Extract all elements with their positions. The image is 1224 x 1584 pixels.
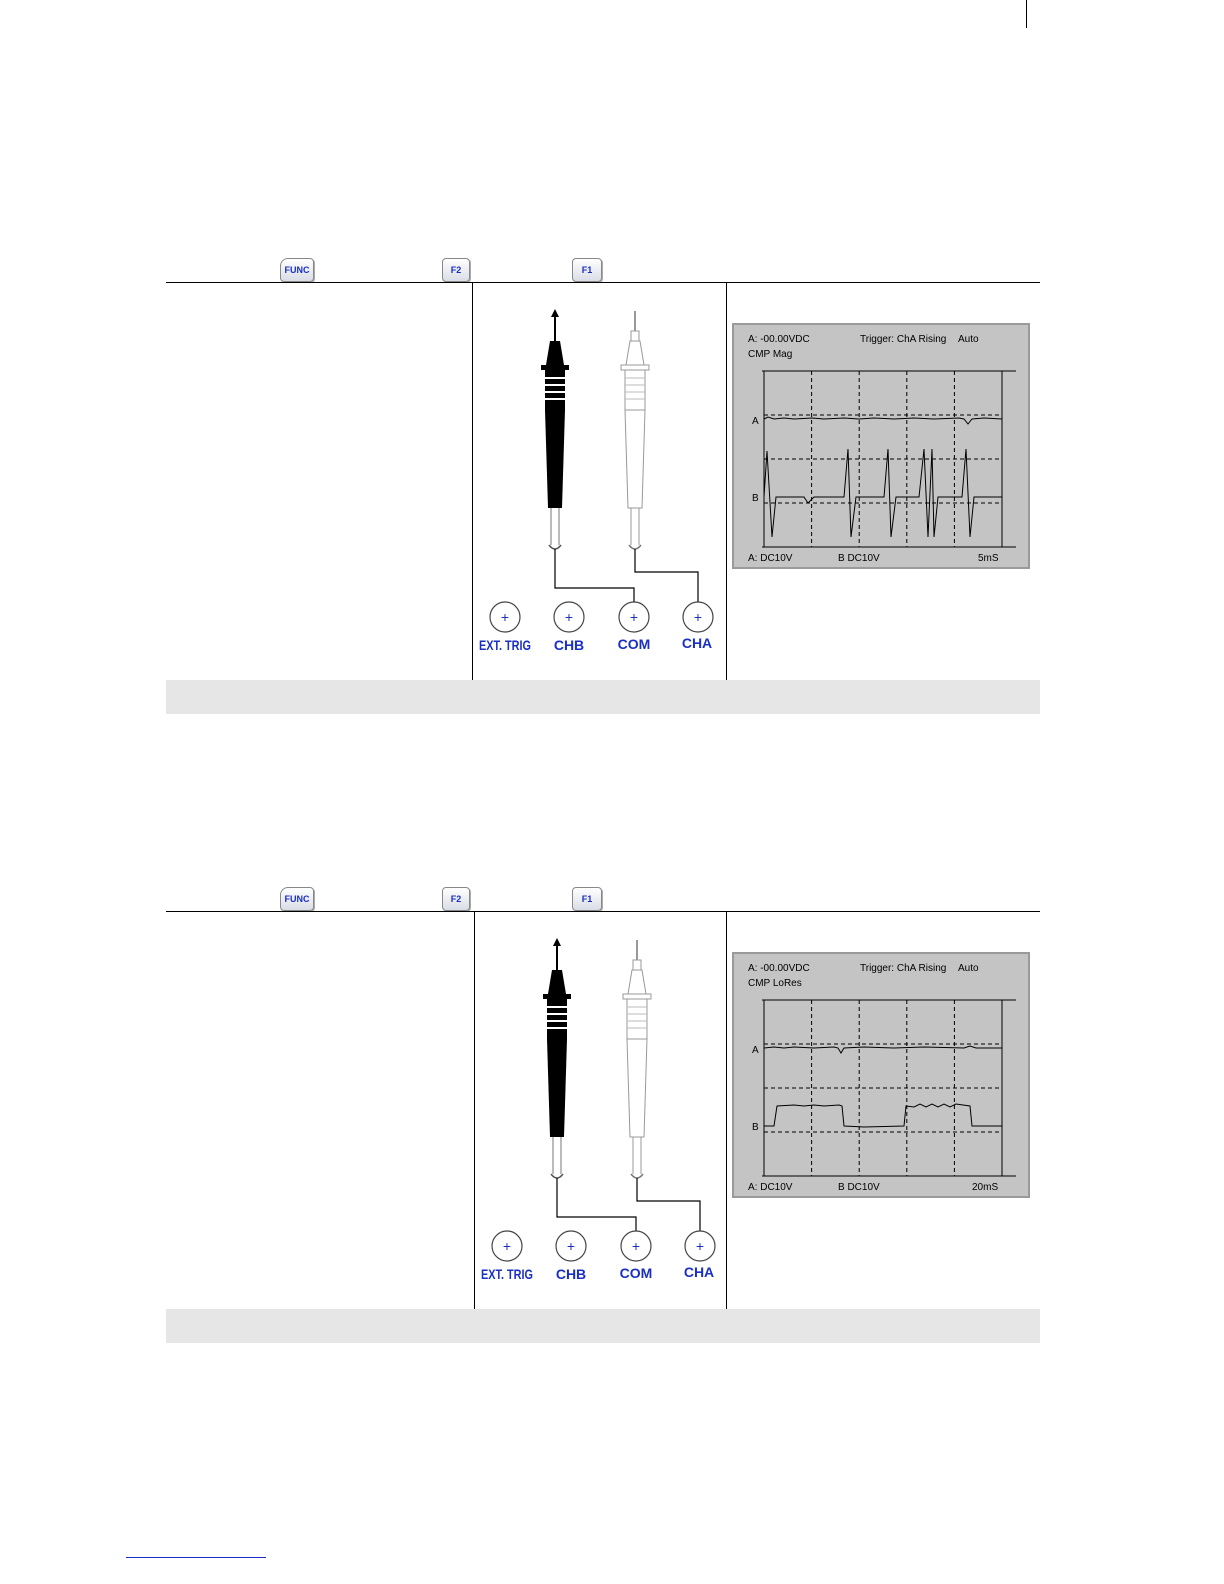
ext-trig-terminal: [490, 602, 520, 632]
svg-text:+: +: [500, 609, 510, 625]
probe-connection-diagram: [475, 912, 725, 1309]
svg-text:+: +: [566, 1238, 576, 1254]
chb-label: CHB: [553, 637, 585, 653]
func-key-icon: FUNC: [280, 887, 314, 911]
procedure-section-1: [166, 258, 1040, 718]
cha-terminal: [683, 602, 713, 632]
table-footer-bar: [166, 680, 1040, 714]
scope-trigger: Trigger: ChA Rising: [860, 334, 947, 345]
f1-key-icon: F1: [572, 258, 602, 282]
key-sequence: [166, 887, 1040, 913]
white-test-probe: [623, 940, 651, 1178]
timebase: 20mS: [972, 1182, 999, 1193]
channel-a-trace: [764, 1046, 1002, 1053]
svg-text:+: +: [502, 1238, 512, 1254]
ext-trig-label: EXT. TRIG: [481, 1266, 534, 1282]
com-label: COM: [619, 1265, 653, 1281]
scope-function: CMP LoRes: [748, 978, 802, 989]
func-key-icon: FUNC: [280, 258, 314, 282]
top-rule: [1026, 0, 1027, 28]
column-divider: [726, 283, 727, 680]
column-divider: [726, 912, 727, 1309]
chb-range: B DC10V: [838, 1182, 880, 1193]
scope-grid: [762, 1000, 1016, 1176]
scope-grid: [762, 371, 1016, 547]
channel-b-trace: [764, 449, 1002, 537]
channel-a-trace: [764, 417, 1002, 424]
f2-key-icon: F2: [442, 887, 470, 911]
timebase: 5mS: [978, 553, 999, 564]
scope-mode: Auto: [958, 963, 979, 974]
cha-label: CHA: [683, 1264, 715, 1280]
com-terminal: [621, 1231, 651, 1261]
cha-range: A: DC10V: [748, 1182, 793, 1193]
com-terminal: [619, 602, 649, 632]
cha-range: A: DC10V: [748, 553, 793, 564]
scope-reading: A: -00.00VDC: [748, 334, 810, 345]
svg-text:+: +: [693, 609, 703, 625]
white-test-probe: [621, 311, 649, 549]
waveform-display: [734, 954, 1028, 1196]
trace-b-marker: B: [752, 1122, 759, 1133]
scope-screenshot: [732, 323, 1030, 569]
chb-label: CHB: [555, 1266, 587, 1282]
procedure-section-2: [166, 887, 1040, 1347]
f2-key-icon: F2: [442, 258, 470, 282]
ext-trig-terminal: [492, 1231, 522, 1261]
ext-trig-label: EXT. TRIG: [479, 637, 532, 653]
scope-trigger: Trigger: ChA Rising: [860, 963, 947, 974]
svg-text:+: +: [629, 609, 639, 625]
svg-text:+: +: [695, 1238, 705, 1254]
scope-screenshot: [732, 952, 1030, 1198]
procedure-table: [166, 282, 1040, 681]
key-sequence: [166, 258, 1040, 284]
black-test-probe: [543, 938, 571, 1178]
chb-terminal: [556, 1231, 586, 1261]
scope-function: CMP Mag: [748, 349, 793, 360]
black-test-probe: [541, 309, 569, 549]
channel-b-trace: [764, 1104, 1002, 1127]
trace-b-marker: B: [752, 493, 759, 504]
scope-mode: Auto: [958, 334, 979, 345]
f1-key-icon: F1: [572, 887, 602, 911]
table-footer-bar: [166, 1309, 1040, 1343]
svg-text:+: +: [631, 1238, 641, 1254]
scope-reading: A: -00.00VDC: [748, 963, 810, 974]
footer-link-underline: [126, 1557, 266, 1558]
probe-connection-diagram: [473, 283, 725, 680]
svg-text:+: +: [564, 609, 574, 625]
cha-terminal: [685, 1231, 715, 1261]
cha-label: CHA: [681, 635, 713, 651]
chb-range: B DC10V: [838, 553, 880, 564]
trace-a-marker: A: [752, 1045, 759, 1056]
trace-a-marker: A: [752, 416, 759, 427]
procedure-table: [166, 911, 1040, 1310]
com-label: COM: [617, 636, 651, 652]
waveform-display: [734, 325, 1028, 567]
chb-terminal: [554, 602, 584, 632]
